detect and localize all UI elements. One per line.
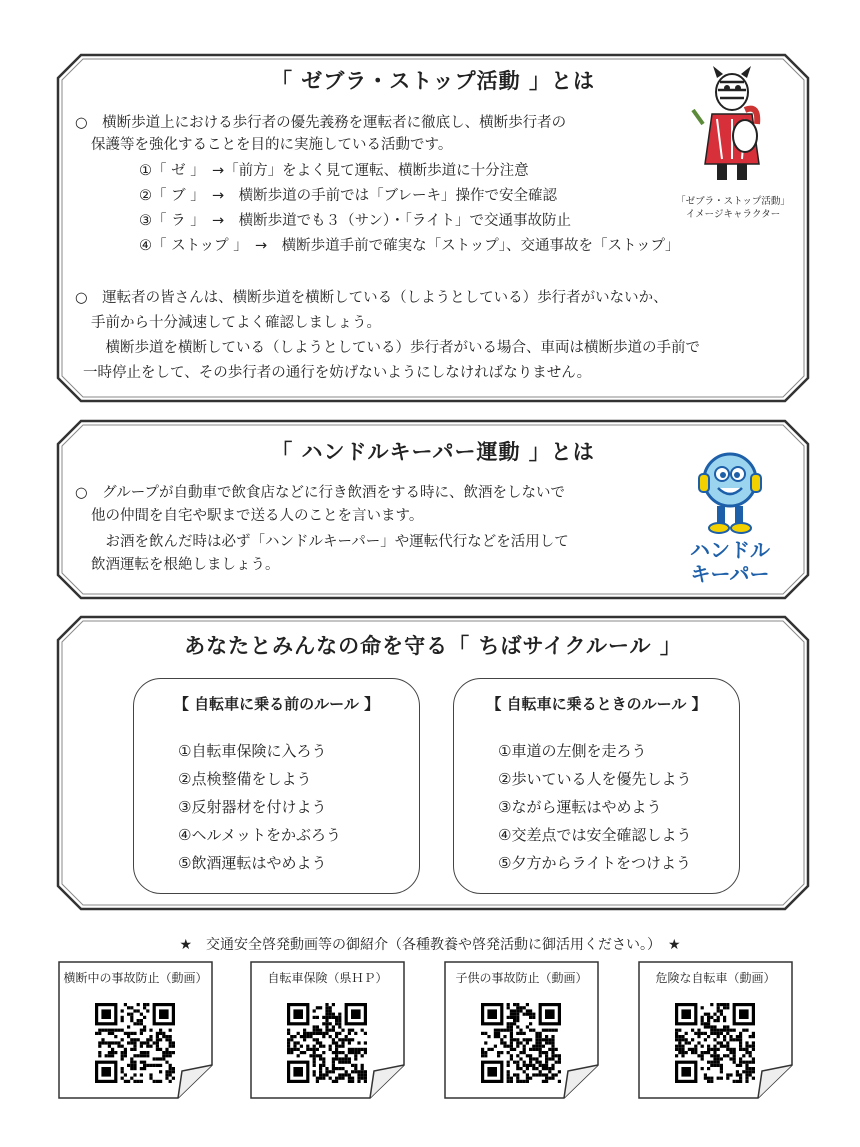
zebra-item-2: ②「 ブ 」 → 横断歩道の手前では「ブレーキ」操作で安全確認 <box>139 188 558 204</box>
qr-code-icon[interactable] <box>287 1003 367 1083</box>
qr-card[interactable] <box>638 961 793 1099</box>
list-item: ③反射器材を付けよう <box>178 798 327 816</box>
list-item: ⑤夕方からライトをつけよう <box>498 854 691 872</box>
zebra-item-4: ④「 ストップ 」 → 横断歩道手前で確実な「ストップ」、交通事故を「ストップ」 <box>139 238 680 254</box>
list-item: ③ながら運転はやめよう <box>498 798 662 816</box>
zebra-para1-line1: ○ 横断歩道上における歩行者の優先義務を運転者に徹底し、横断歩行者の <box>75 115 567 131</box>
qr-code-icon[interactable] <box>481 1003 561 1083</box>
qr-card[interactable] <box>58 961 213 1099</box>
zebra-para2-line2: 手前から十分減速してよく確認しましょう。 <box>91 315 381 331</box>
qr-card-caption: 横断中の事故防止（動画） <box>63 971 208 985</box>
handle-keeper-section <box>55 418 811 601</box>
zebra-title: 「 ゼブラ・ストップ活動 」とは <box>271 69 595 93</box>
qr-card[interactable] <box>250 961 405 1099</box>
qr-code-icon[interactable] <box>675 1003 755 1083</box>
rules-before-list <box>178 737 341 877</box>
list-item: ⑤飲酒運転はやめよう <box>178 854 327 872</box>
zebra-para2-line1: ○ 運転者の皆さんは、横断歩道を横断している（しようとしている）歩行者がいないか、 <box>75 290 668 306</box>
chiba-title: あなたとみんなの命を守る「 ちばサイクルール 」 <box>184 634 682 658</box>
rules-during-list <box>498 737 691 877</box>
handle-title: 「 ハンドルキーパー運動 」とは <box>271 440 595 464</box>
handle-logo-line1: ハンドル <box>690 538 770 562</box>
list-item: ②点検整備をしよう <box>178 770 312 788</box>
zebra-char-caption <box>673 195 793 221</box>
rules-during-title: 【 自転車に乗るときのルール 】 <box>486 695 707 713</box>
handle-logo-line2: キーパー <box>690 562 770 586</box>
zebra-item-1: ①「 ゼ 」 →「前方」をよく見て運転、横断歩道に十分注意 <box>139 163 529 179</box>
zebra-character-illustration <box>687 64 777 189</box>
rules-while-riding-box <box>453 678 740 894</box>
qr-code-icon[interactable] <box>95 1003 175 1083</box>
list-item: ①車道の左側を走ろう <box>498 742 647 760</box>
zebra-stop-section <box>55 52 811 404</box>
zebra-para2-line3: 横断歩道を横断している（しようとしている）歩行者がいる場合、車両は横断歩道の手前で <box>91 340 700 356</box>
zebra-para1-line2: 保護等を強化することを目的に実施している活動です。 <box>91 137 453 153</box>
qr-card-caption: 危険な自転車（動画） <box>655 971 776 985</box>
chiba-cycle-rule-section <box>55 614 811 912</box>
handle-line4: 飲酒運転を根絶しましょう。 <box>91 557 280 573</box>
handle-line1: ○ グループが自動車で飲食店などに行き飲酒をする時に、飲酒をしないで <box>75 485 565 501</box>
qr-card-caption: 自転車保険（県ＨＰ） <box>267 971 388 985</box>
zebra-char-caption-line2: イメージキャラクター <box>685 209 781 220</box>
rules-before-title: 【 自転車に乗る前のルール 】 <box>173 695 380 713</box>
list-item: ④交差点では安全確認しよう <box>498 826 692 844</box>
qr-card[interactable] <box>444 961 599 1099</box>
handle-keeper-mascot <box>695 448 765 538</box>
videos-heading: ★ 交通安全啓発動画等の御紹介（各種教養や啓発活動に御活用ください。） ★ <box>179 937 681 953</box>
list-item: ①自転車保険に入ろう <box>178 742 327 760</box>
rules-before-riding-box <box>133 678 420 894</box>
list-item: ②歩いている人を優先しよう <box>498 770 692 788</box>
handle-line3: お酒を飲んだ時は必ず「ハンドルキーパー」や運転代行などを活用して <box>91 534 569 550</box>
zebra-char-caption-line1: 「ゼブラ・ストップ活動」 <box>676 196 790 207</box>
list-item: ④ヘルメットをかぶろう <box>178 826 341 844</box>
zebra-item-3: ③「 ラ 」 → 横断歩道でも３（サン）・「ライト」で交通事故防止 <box>139 213 571 229</box>
qr-card-caption: 子供の事故防止（動画） <box>455 971 588 985</box>
handle-keeper-logo <box>675 538 785 586</box>
zebra-para2-line4: 一時停止をして、その歩行者の通行を妨げないようにしなければなりません。 <box>83 365 592 381</box>
handle-line2: 他の仲間を自宅や駅まで送る人のことを言います。 <box>91 508 424 524</box>
